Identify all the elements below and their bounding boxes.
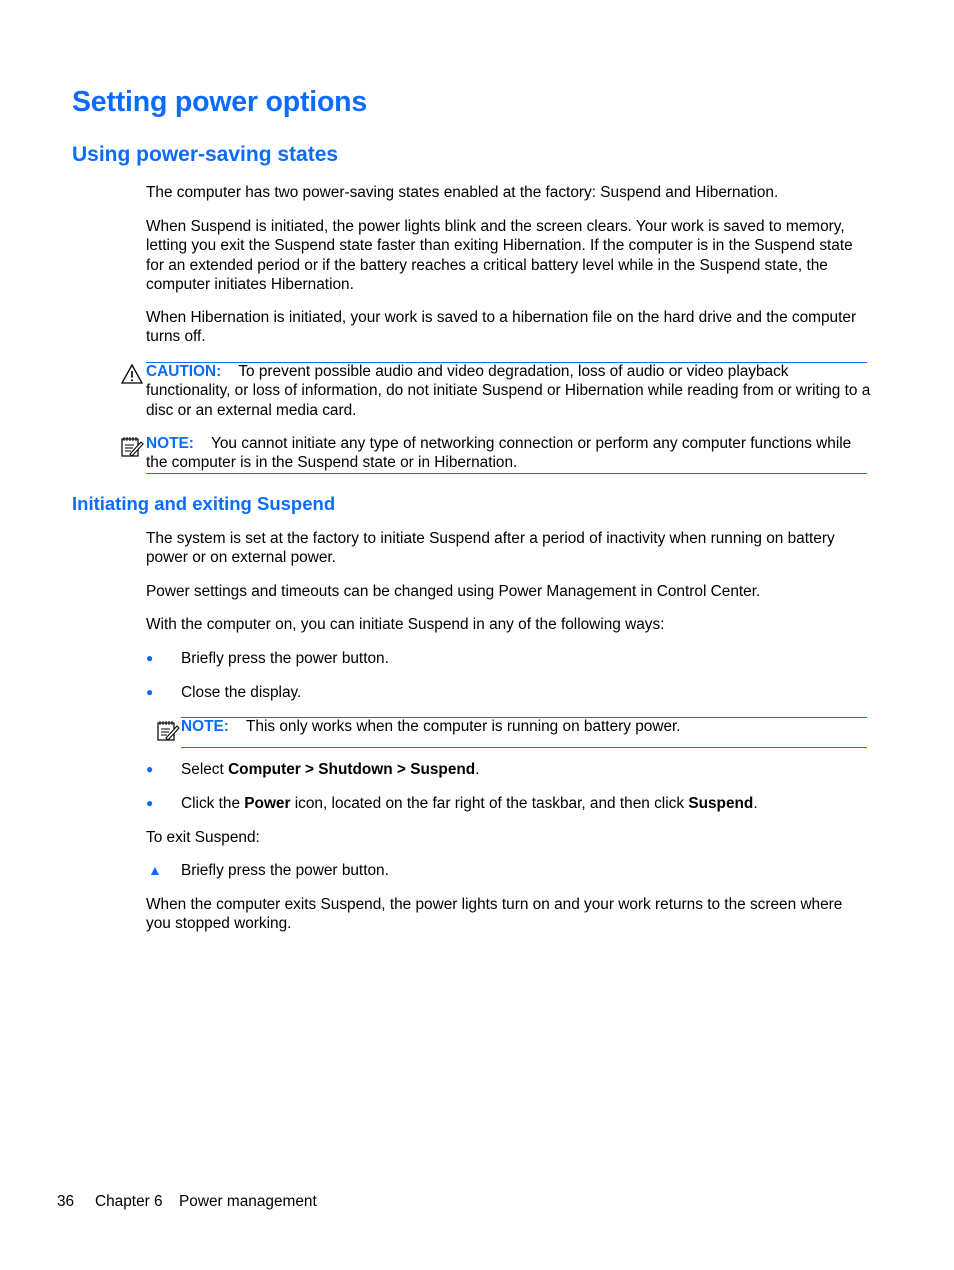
bullet-marker: ● [146,796,154,810]
caution-text: To prevent possible audio and video degradation, loss of audio or video playback functionality, or loss of information, do not initiate Suspend or Hibernation while reading from or writing to a disc or an external media card. [146,363,871,419]
paragraph-ways-intro: With the computer on, you can initiate Suspend in any of the following ways: [146,616,665,633]
text-segment: . [753,795,758,812]
bullet-marker: ● [146,685,154,699]
text-segment: . [475,761,480,778]
footer-chapter: Chapter 6 [95,1193,163,1210]
note-block-suspend [146,434,871,473]
paragraph-exit-intro: To exit Suspend: [146,829,260,846]
list-item-press-power: Briefly press the power button. [181,650,389,667]
paragraph-two-states: The computer has two power-saving states enabled at the factory: Suspend and Hibernation. [146,184,779,201]
paragraph-exit-result: When the computer exits Suspend, the power lights turn on and your work returns to the screen where you stopped working. [146,896,843,933]
section-heading-initiating-suspend: Initiating and exiting Suspend [72,493,336,514]
text-segment: Click the [181,795,245,812]
footer-chapter-title: Power management [179,1193,317,1210]
menu-path: Computer > Shutdown > Suspend [228,761,476,778]
step-marker: ▲ [148,862,162,878]
note-text: This only works when the computer is running on battery power. [246,718,681,735]
paragraph-factory-setting: The system is set at the factory to initiate Suspend after a period of inactivity when running on battery power or on external power. [146,530,835,567]
caution-label: CAUTION: [146,363,222,380]
bullet-marker: ● [146,762,154,776]
note-block-battery [181,717,871,736]
step-press-power: Briefly press the power button. [181,862,389,879]
ui-term-power: Power [244,795,291,812]
list-item-select-menu [181,760,871,779]
paragraph-suspend: When Suspend is initiated, the power lights blink and the screen clears. Your work is saved to memory, letting you exit the Suspend state faster than exiting Hibernation. If the computer is in the Suspend state for an extended period or if the battery reaches a critical battery level while in the Suspend state, the computer initiates Hibernation. [146,218,853,293]
note-label: NOTE: [181,718,229,735]
note-label: NOTE: [146,435,194,452]
list-item-close-display: Close the display. [181,684,302,701]
paragraph-hibernation: When Hibernation is initiated, your work is saved to a hibernation file on the hard drive and the computer turns off. [146,309,857,346]
list-item-click-power-icon [181,794,871,813]
text-segment: icon, located on the far right of the taskbar, and then click [290,795,689,812]
note-pencil-icon [156,719,180,748]
section-heading-power-saving-states: Using power-saving states [72,143,339,166]
ui-term-suspend: Suspend [688,795,754,812]
page-number: 36 [57,1193,75,1210]
note-bottom-rule [181,747,867,748]
paragraph-power-settings: Power settings and timeouts can be changed using Power Management in Control Center. [146,583,761,600]
caution-triangle-icon [121,364,143,389]
caution-block [146,362,871,420]
note-pencil-icon [120,435,144,464]
note-bottom-rule [146,473,867,474]
bullet-marker: ● [146,651,154,665]
note-text: You cannot initiate any type of networking connection or perform any computer functions while the computer is in the Suspend state or in Hibernation. [146,435,852,472]
text-segment: Select [181,761,229,778]
page-title: Setting power options [72,86,368,118]
